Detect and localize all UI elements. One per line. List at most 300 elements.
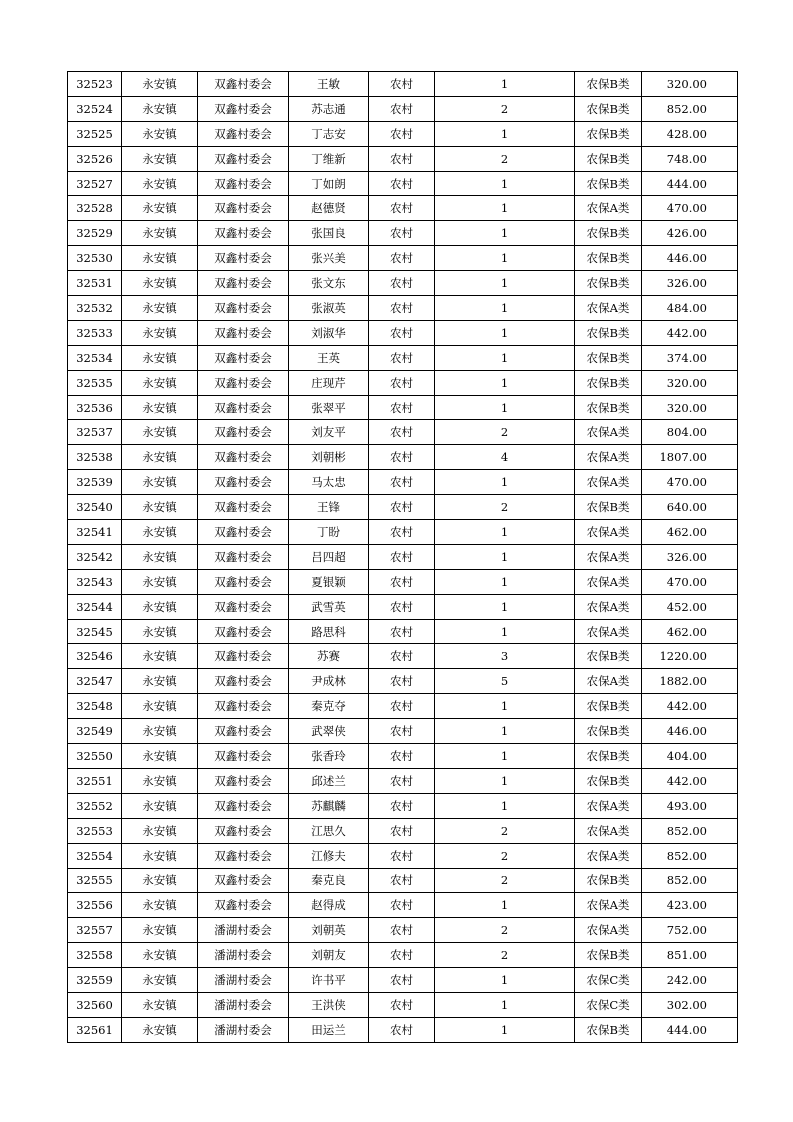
count-cell: 4	[435, 445, 575, 470]
village-cell: 双鑫村委会	[198, 370, 289, 395]
category-cell: 农保B类	[575, 495, 642, 520]
count-cell: 1	[435, 744, 575, 769]
town-cell: 永安镇	[122, 395, 198, 420]
table-row	[68, 768, 738, 793]
area-type-cell: 农村	[369, 171, 435, 196]
town-cell: 永安镇	[122, 520, 198, 545]
town-cell: 永安镇	[122, 968, 198, 993]
name-cell: 江思久	[289, 818, 369, 843]
amount-cell: 242.00	[642, 968, 738, 993]
id-cell: 32539	[68, 470, 122, 495]
category-cell: 农保B类	[575, 345, 642, 370]
village-cell: 潘湖村委会	[198, 968, 289, 993]
area-type-cell: 农村	[369, 72, 435, 97]
name-cell: 秦克夺	[289, 694, 369, 719]
name-cell: 尹成林	[289, 669, 369, 694]
area-type-cell: 农村	[369, 345, 435, 370]
amount-cell: 442.00	[642, 768, 738, 793]
count-cell: 1	[435, 520, 575, 545]
name-cell: 许书平	[289, 968, 369, 993]
count-cell: 1	[435, 569, 575, 594]
area-type-cell: 农村	[369, 121, 435, 146]
table-row	[68, 594, 738, 619]
category-cell: 农保A类	[575, 296, 642, 321]
amount-cell: 1882.00	[642, 669, 738, 694]
name-cell: 张香玲	[289, 744, 369, 769]
category-cell: 农保B类	[575, 171, 642, 196]
town-cell: 永安镇	[122, 196, 198, 221]
name-cell: 丁维新	[289, 146, 369, 171]
town-cell: 永安镇	[122, 818, 198, 843]
category-cell: 农保B类	[575, 146, 642, 171]
village-cell: 双鑫村委会	[198, 146, 289, 171]
table-row	[68, 843, 738, 868]
id-cell: 32525	[68, 121, 122, 146]
area-type-cell: 农村	[369, 893, 435, 918]
name-cell: 王敏	[289, 72, 369, 97]
town-cell: 永安镇	[122, 296, 198, 321]
amount-cell: 470.00	[642, 569, 738, 594]
area-type-cell: 农村	[369, 196, 435, 221]
village-cell: 双鑫村委会	[198, 694, 289, 719]
amount-cell: 444.00	[642, 1017, 738, 1042]
table-row	[68, 271, 738, 296]
amount-cell: 1220.00	[642, 644, 738, 669]
amount-cell: 462.00	[642, 520, 738, 545]
count-cell: 1	[435, 719, 575, 744]
town-cell: 永安镇	[122, 1017, 198, 1042]
area-type-cell: 农村	[369, 719, 435, 744]
town-cell: 永安镇	[122, 171, 198, 196]
village-cell: 双鑫村委会	[198, 544, 289, 569]
area-type-cell: 农村	[369, 594, 435, 619]
category-cell: 农保C类	[575, 992, 642, 1017]
area-type-cell: 农村	[369, 968, 435, 993]
village-cell: 双鑫村委会	[198, 793, 289, 818]
village-cell: 双鑫村委会	[198, 445, 289, 470]
amount-cell: 326.00	[642, 544, 738, 569]
area-type-cell: 农村	[369, 818, 435, 843]
village-cell: 潘湖村委会	[198, 943, 289, 968]
count-cell: 1	[435, 246, 575, 271]
category-cell: 农保A类	[575, 918, 642, 943]
category-cell: 农保A类	[575, 793, 642, 818]
name-cell: 江修夫	[289, 843, 369, 868]
table-row	[68, 968, 738, 993]
name-cell: 邱述兰	[289, 768, 369, 793]
area-type-cell: 农村	[369, 96, 435, 121]
amount-cell: 804.00	[642, 420, 738, 445]
table-row	[68, 121, 738, 146]
id-cell: 32546	[68, 644, 122, 669]
amount-cell: 493.00	[642, 793, 738, 818]
amount-cell: 442.00	[642, 694, 738, 719]
category-cell: 农保B类	[575, 271, 642, 296]
amount-cell: 446.00	[642, 246, 738, 271]
table-row	[68, 569, 738, 594]
village-cell: 双鑫村委会	[198, 320, 289, 345]
name-cell: 吕四超	[289, 544, 369, 569]
category-cell: 农保A类	[575, 520, 642, 545]
id-cell: 32547	[68, 669, 122, 694]
village-cell: 双鑫村委会	[198, 495, 289, 520]
category-cell: 农保B类	[575, 1017, 642, 1042]
category-cell: 农保C类	[575, 968, 642, 993]
area-type-cell: 农村	[369, 520, 435, 545]
village-cell: 双鑫村委会	[198, 868, 289, 893]
amount-cell: 1807.00	[642, 445, 738, 470]
amount-cell: 320.00	[642, 72, 738, 97]
town-cell: 永安镇	[122, 470, 198, 495]
village-cell: 潘湖村委会	[198, 1017, 289, 1042]
town-cell: 永安镇	[122, 868, 198, 893]
village-cell: 双鑫村委会	[198, 669, 289, 694]
name-cell: 张淑英	[289, 296, 369, 321]
amount-cell: 374.00	[642, 345, 738, 370]
name-cell: 丁盼	[289, 520, 369, 545]
village-cell: 双鑫村委会	[198, 221, 289, 246]
category-cell: 农保A类	[575, 196, 642, 221]
town-cell: 永安镇	[122, 146, 198, 171]
name-cell: 刘朝彬	[289, 445, 369, 470]
town-cell: 永安镇	[122, 843, 198, 868]
name-cell: 张兴美	[289, 246, 369, 271]
table-row	[68, 221, 738, 246]
count-cell: 2	[435, 943, 575, 968]
name-cell: 张国良	[289, 221, 369, 246]
area-type-cell: 农村	[369, 246, 435, 271]
table-row	[68, 544, 738, 569]
id-cell: 32531	[68, 271, 122, 296]
count-cell: 3	[435, 644, 575, 669]
id-cell: 32552	[68, 793, 122, 818]
amount-cell: 428.00	[642, 121, 738, 146]
id-cell: 32555	[68, 868, 122, 893]
town-cell: 永安镇	[122, 918, 198, 943]
id-cell: 32535	[68, 370, 122, 395]
town-cell: 永安镇	[122, 893, 198, 918]
village-cell: 双鑫村委会	[198, 818, 289, 843]
amount-cell: 404.00	[642, 744, 738, 769]
count-cell: 1	[435, 694, 575, 719]
category-cell: 农保B类	[575, 744, 642, 769]
amount-cell: 302.00	[642, 992, 738, 1017]
category-cell: 农保B类	[575, 370, 642, 395]
area-type-cell: 农村	[369, 420, 435, 445]
area-type-cell: 农村	[369, 768, 435, 793]
table-row	[68, 868, 738, 893]
amount-cell: 640.00	[642, 495, 738, 520]
table-row	[68, 943, 738, 968]
town-cell: 永安镇	[122, 594, 198, 619]
id-cell: 32538	[68, 445, 122, 470]
amount-cell: 470.00	[642, 470, 738, 495]
area-type-cell: 农村	[369, 694, 435, 719]
table-row	[68, 320, 738, 345]
category-cell: 农保B类	[575, 96, 642, 121]
category-cell: 农保A类	[575, 544, 642, 569]
count-cell: 1	[435, 619, 575, 644]
name-cell: 路思科	[289, 619, 369, 644]
category-cell: 农保A类	[575, 420, 642, 445]
count-cell: 2	[435, 843, 575, 868]
name-cell: 夏银颖	[289, 569, 369, 594]
village-cell: 双鑫村委会	[198, 843, 289, 868]
id-cell: 32551	[68, 768, 122, 793]
amount-cell: 446.00	[642, 719, 738, 744]
name-cell: 刘朝友	[289, 943, 369, 968]
category-cell: 农保A类	[575, 470, 642, 495]
area-type-cell: 农村	[369, 843, 435, 868]
id-cell: 32558	[68, 943, 122, 968]
amount-cell: 444.00	[642, 171, 738, 196]
count-cell: 1	[435, 171, 575, 196]
id-cell: 32526	[68, 146, 122, 171]
name-cell: 刘友平	[289, 420, 369, 445]
name-cell: 马太忠	[289, 470, 369, 495]
category-cell: 农保A类	[575, 445, 642, 470]
village-cell: 潘湖村委会	[198, 918, 289, 943]
village-cell: 双鑫村委会	[198, 345, 289, 370]
area-type-cell: 农村	[369, 146, 435, 171]
village-cell: 双鑫村委会	[198, 719, 289, 744]
name-cell: 武雪英	[289, 594, 369, 619]
village-cell: 双鑫村委会	[198, 594, 289, 619]
area-type-cell: 农村	[369, 470, 435, 495]
id-cell: 32556	[68, 893, 122, 918]
table-row	[68, 470, 738, 495]
id-cell: 32540	[68, 495, 122, 520]
name-cell: 田运兰	[289, 1017, 369, 1042]
name-cell: 庄现芹	[289, 370, 369, 395]
village-cell: 双鑫村委会	[198, 420, 289, 445]
area-type-cell: 农村	[369, 644, 435, 669]
name-cell: 赵德贤	[289, 196, 369, 221]
id-cell: 32530	[68, 246, 122, 271]
data-table	[67, 71, 738, 1043]
count-cell: 1	[435, 221, 575, 246]
amount-cell: 852.00	[642, 868, 738, 893]
town-cell: 永安镇	[122, 669, 198, 694]
amount-cell: 462.00	[642, 619, 738, 644]
table-row	[68, 1017, 738, 1042]
area-type-cell: 农村	[369, 569, 435, 594]
id-cell: 32541	[68, 520, 122, 545]
category-cell: 农保B类	[575, 943, 642, 968]
area-type-cell: 农村	[369, 918, 435, 943]
category-cell: 农保B类	[575, 768, 642, 793]
id-cell: 32549	[68, 719, 122, 744]
amount-cell: 752.00	[642, 918, 738, 943]
table-row	[68, 818, 738, 843]
id-cell: 32532	[68, 296, 122, 321]
name-cell: 刘朝英	[289, 918, 369, 943]
village-cell: 双鑫村委会	[198, 121, 289, 146]
count-cell: 1	[435, 544, 575, 569]
name-cell: 王英	[289, 345, 369, 370]
id-cell: 32533	[68, 320, 122, 345]
amount-cell: 852.00	[642, 818, 738, 843]
count-cell: 2	[435, 146, 575, 171]
table-row	[68, 918, 738, 943]
table-row	[68, 793, 738, 818]
table-row	[68, 370, 738, 395]
town-cell: 永安镇	[122, 96, 198, 121]
id-cell: 32545	[68, 619, 122, 644]
town-cell: 永安镇	[122, 569, 198, 594]
table-row	[68, 694, 738, 719]
id-cell: 32550	[68, 744, 122, 769]
town-cell: 永安镇	[122, 768, 198, 793]
count-cell: 1	[435, 345, 575, 370]
village-cell: 双鑫村委会	[198, 893, 289, 918]
count-cell: 1	[435, 395, 575, 420]
town-cell: 永安镇	[122, 445, 198, 470]
town-cell: 永安镇	[122, 619, 198, 644]
town-cell: 永安镇	[122, 992, 198, 1017]
count-cell: 2	[435, 96, 575, 121]
id-cell: 32553	[68, 818, 122, 843]
village-cell: 双鑫村委会	[198, 395, 289, 420]
name-cell: 丁如朗	[289, 171, 369, 196]
count-cell: 1	[435, 320, 575, 345]
count-cell: 1	[435, 370, 575, 395]
town-cell: 永安镇	[122, 644, 198, 669]
count-cell: 1	[435, 296, 575, 321]
area-type-cell: 农村	[369, 495, 435, 520]
count-cell: 1	[435, 893, 575, 918]
area-type-cell: 农村	[369, 320, 435, 345]
table-row	[68, 520, 738, 545]
count-cell: 1	[435, 470, 575, 495]
category-cell: 农保A类	[575, 619, 642, 644]
area-type-cell: 农村	[369, 395, 435, 420]
id-cell: 32559	[68, 968, 122, 993]
id-cell: 32543	[68, 569, 122, 594]
category-cell: 农保A类	[575, 594, 642, 619]
amount-cell: 320.00	[642, 370, 738, 395]
count-cell: 1	[435, 992, 575, 1017]
amount-cell: 852.00	[642, 96, 738, 121]
id-cell: 32534	[68, 345, 122, 370]
name-cell: 丁志安	[289, 121, 369, 146]
amount-cell: 852.00	[642, 843, 738, 868]
count-cell: 1	[435, 271, 575, 296]
table-row	[68, 644, 738, 669]
id-cell: 32536	[68, 395, 122, 420]
table-row	[68, 246, 738, 271]
town-cell: 永安镇	[122, 370, 198, 395]
category-cell: 农保B类	[575, 719, 642, 744]
category-cell: 农保B类	[575, 644, 642, 669]
table-row	[68, 345, 738, 370]
id-cell: 32561	[68, 1017, 122, 1042]
count-cell: 2	[435, 420, 575, 445]
amount-cell: 326.00	[642, 271, 738, 296]
name-cell: 刘淑华	[289, 320, 369, 345]
amount-cell: 423.00	[642, 893, 738, 918]
count-cell: 1	[435, 793, 575, 818]
area-type-cell: 农村	[369, 992, 435, 1017]
count-cell: 2	[435, 918, 575, 943]
amount-cell: 442.00	[642, 320, 738, 345]
count-cell: 2	[435, 818, 575, 843]
village-cell: 双鑫村委会	[198, 72, 289, 97]
table-row	[68, 96, 738, 121]
name-cell: 苏志通	[289, 96, 369, 121]
town-cell: 永安镇	[122, 694, 198, 719]
town-cell: 永安镇	[122, 320, 198, 345]
table-row	[68, 445, 738, 470]
category-cell: 农保B类	[575, 868, 642, 893]
village-cell: 双鑫村委会	[198, 768, 289, 793]
amount-cell: 851.00	[642, 943, 738, 968]
table-row	[68, 669, 738, 694]
id-cell: 32542	[68, 544, 122, 569]
village-cell: 双鑫村委会	[198, 171, 289, 196]
area-type-cell: 农村	[369, 793, 435, 818]
area-type-cell: 农村	[369, 744, 435, 769]
category-cell: 农保A类	[575, 669, 642, 694]
count-cell: 5	[435, 669, 575, 694]
count-cell: 1	[435, 768, 575, 793]
name-cell: 苏麒麟	[289, 793, 369, 818]
town-cell: 永安镇	[122, 121, 198, 146]
id-cell: 32523	[68, 72, 122, 97]
table-row	[68, 619, 738, 644]
table-row	[68, 719, 738, 744]
category-cell: 农保B类	[575, 221, 642, 246]
town-cell: 永安镇	[122, 744, 198, 769]
count-cell: 1	[435, 1017, 575, 1042]
town-cell: 永安镇	[122, 943, 198, 968]
category-cell: 农保A类	[575, 818, 642, 843]
name-cell: 赵得成	[289, 893, 369, 918]
id-cell: 32529	[68, 221, 122, 246]
table-row	[68, 992, 738, 1017]
village-cell: 双鑫村委会	[198, 470, 289, 495]
category-cell: 农保B类	[575, 320, 642, 345]
table-row	[68, 893, 738, 918]
town-cell: 永安镇	[122, 544, 198, 569]
name-cell: 武翠侠	[289, 719, 369, 744]
id-cell: 32554	[68, 843, 122, 868]
area-type-cell: 农村	[369, 221, 435, 246]
table-row	[68, 171, 738, 196]
category-cell: 农保B类	[575, 121, 642, 146]
area-type-cell: 农村	[369, 544, 435, 569]
category-cell: 农保B类	[575, 72, 642, 97]
table-row	[68, 72, 738, 97]
town-cell: 永安镇	[122, 420, 198, 445]
amount-cell: 748.00	[642, 146, 738, 171]
village-cell: 双鑫村委会	[198, 271, 289, 296]
area-type-cell: 农村	[369, 868, 435, 893]
category-cell: 农保A类	[575, 843, 642, 868]
area-type-cell: 农村	[369, 669, 435, 694]
table-row	[68, 495, 738, 520]
name-cell: 秦克良	[289, 868, 369, 893]
town-cell: 永安镇	[122, 345, 198, 370]
count-cell: 2	[435, 495, 575, 520]
name-cell: 张翠平	[289, 395, 369, 420]
id-cell: 32548	[68, 694, 122, 719]
amount-cell: 484.00	[642, 296, 738, 321]
amount-cell: 426.00	[642, 221, 738, 246]
village-cell: 双鑫村委会	[198, 644, 289, 669]
amount-cell: 452.00	[642, 594, 738, 619]
id-cell: 32527	[68, 171, 122, 196]
